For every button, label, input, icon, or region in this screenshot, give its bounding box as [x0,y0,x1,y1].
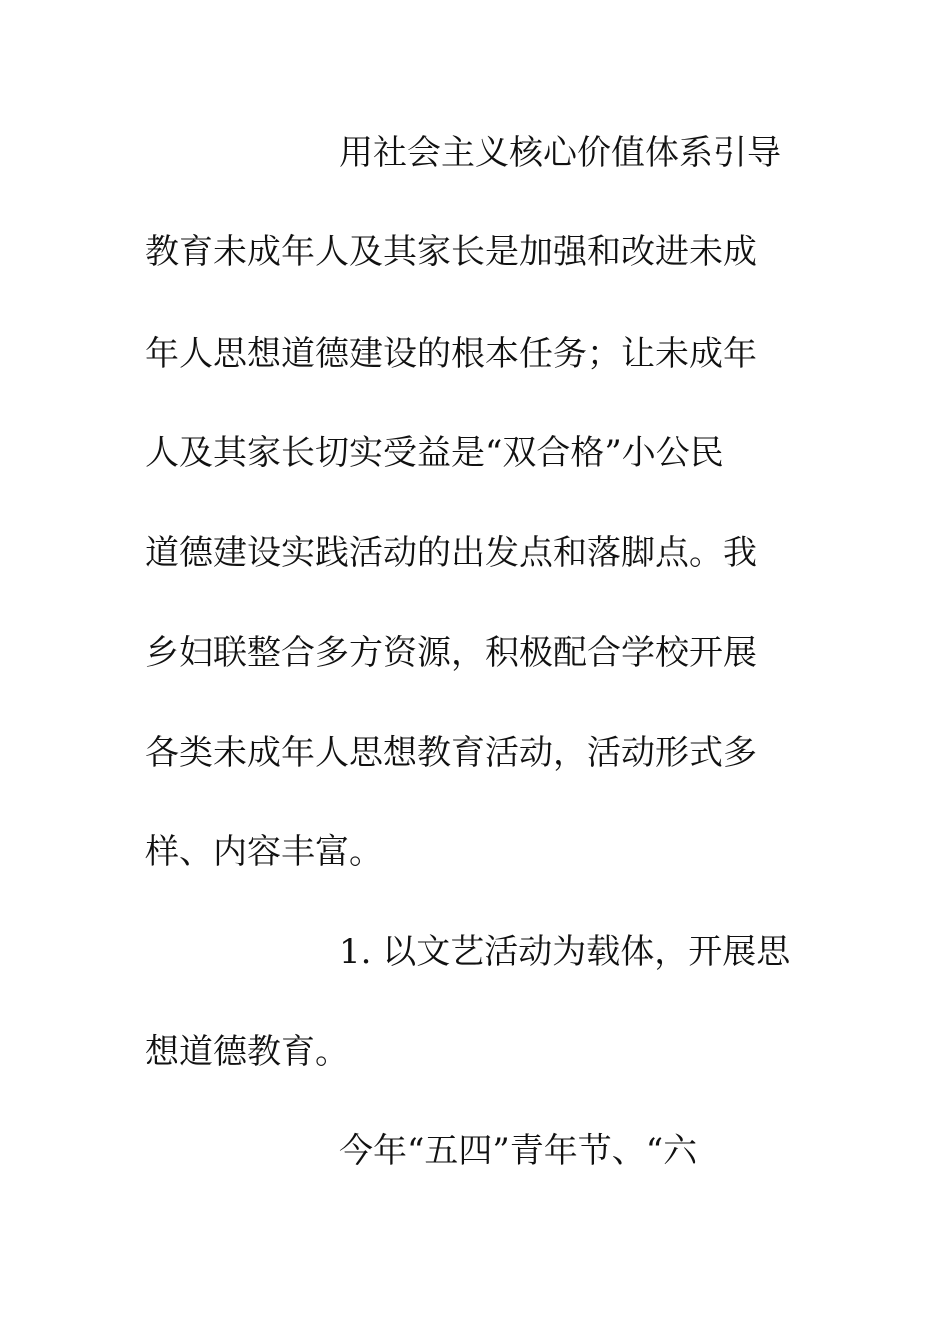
paragraph-line: 乡妇联整合多方资源，积极配合学校开展 [145,633,757,673]
paragraph-line: 样、内容丰富。 [145,832,383,872]
paragraph-line: 各类未成年人思想教育活动，活动形式多 [145,733,757,773]
section-heading-line: 想道德教育。 [145,1032,349,1072]
section-heading-line: 1. 以文艺活动为载体，开展思 [339,932,791,972]
paragraph-line: 人及其家长切实受益是“双合格”小公民 [145,433,724,473]
paragraph-line: 用社会主义核心价值体系引导 [339,133,781,173]
paragraph-line: 道德建设实践活动的出发点和落脚点。我 [145,533,757,573]
paragraph-line: 年人思想道德建设的根本任务；让未成年 [145,334,757,374]
paragraph-line: 教育未成年人及其家长是加强和改进未成 [145,232,757,272]
paragraph-line: 今年“五四”青年节、“六 [339,1131,698,1171]
